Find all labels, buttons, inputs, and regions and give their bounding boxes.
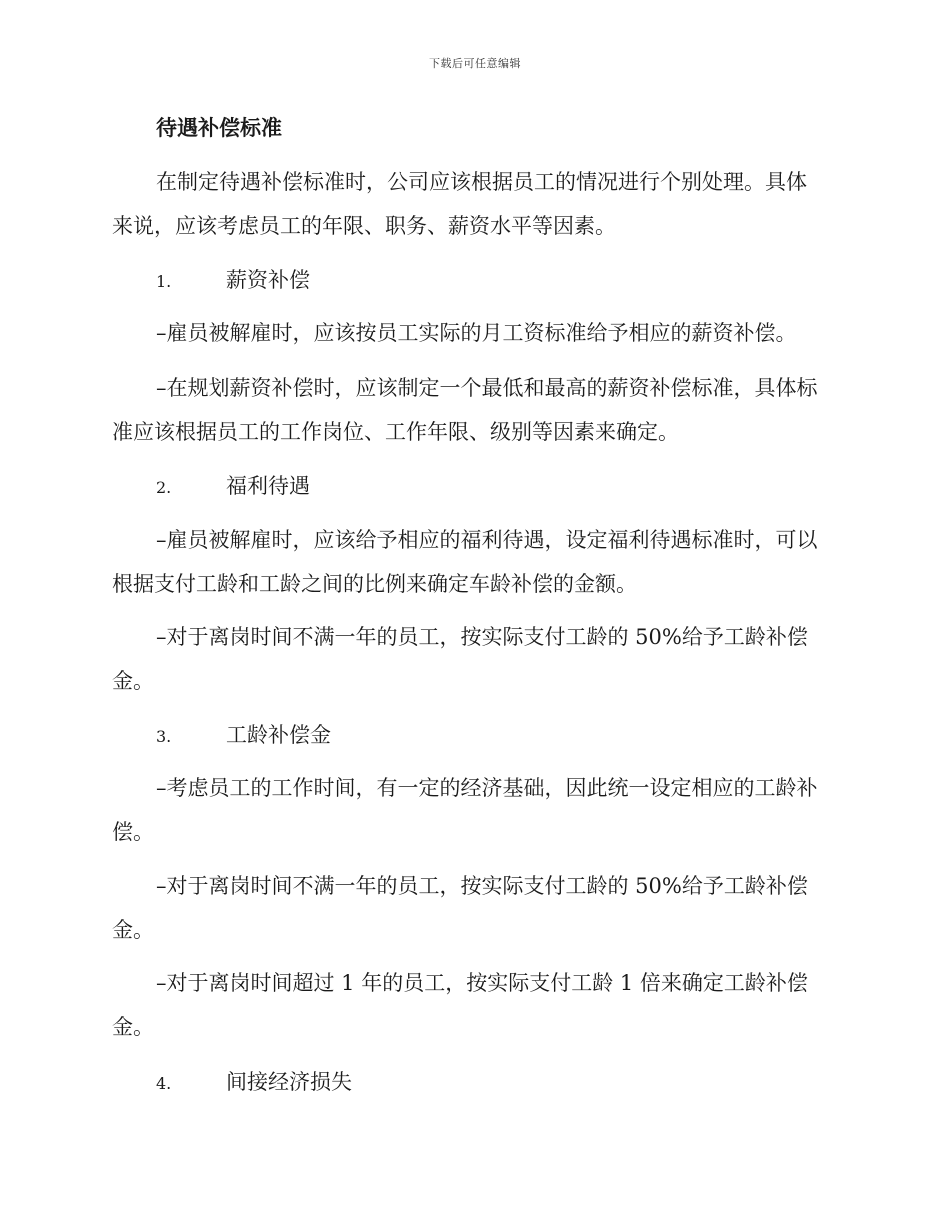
section-1-paragraph-1: –雇员被解雇时，应该按员工实际的月工资标准给予相应的薪资补偿。: [156, 321, 797, 345]
section-title: 工龄补偿金: [226, 723, 331, 747]
section-number: 3.: [156, 727, 172, 746]
section-title: 福利待遇: [226, 474, 310, 498]
section-number: 1.: [156, 272, 172, 291]
section-1-paragraph-2: –在规划薪资补偿时，应该制定一个最低和最高的薪资补偿标准，具体标准应该根据员工的工作岗位、工作年限、级别等因素来确定。: [112, 376, 818, 444]
section-heading-4: [156, 1067, 352, 1099]
section-3-paragraph-3: –对于离岗时间超过 1 年的员工，按实际支付工龄 1 倍来确定工龄补偿金。: [112, 971, 808, 1039]
section-title: 间接经济损失: [226, 1070, 352, 1094]
section-heading-1: [156, 265, 310, 297]
section-3-paragraph-2: –对于离岗时间不满一年的员工，按实际支付工龄的 50%给予工龄补偿金。: [112, 874, 808, 942]
section-3-paragraph-1: –考虑员工的工作时间，有一定的经济基础，因此统一设定相应的工龄补偿。: [112, 776, 818, 844]
section-2-paragraph-1: –雇员被解雇时，应该给予相应的福利待遇，设定福利待遇标准时，可以根据支付工龄和工龄之间的比例来确定车龄补偿的金额。: [112, 528, 818, 596]
section-title: 薪资补偿: [226, 268, 310, 292]
section-2-paragraph-2: –对于离岗时间不满一年的员工，按实际支付工龄的 50%给予工龄补偿金。: [112, 625, 808, 693]
section-heading-3: [156, 720, 331, 752]
section-heading-2: [156, 471, 310, 503]
page-header: 下载后可任意编辑: [429, 57, 521, 70]
intro-paragraph: 在制定待遇补偿标准时，公司应该根据员工的情况进行个别处理。具体来说，应该考虑员工的年限、职务、薪资水平等因素。: [112, 170, 807, 238]
document-title: 待遇补偿标准: [156, 115, 282, 140]
section-number: 2.: [156, 478, 172, 497]
section-number: 4.: [156, 1074, 172, 1093]
